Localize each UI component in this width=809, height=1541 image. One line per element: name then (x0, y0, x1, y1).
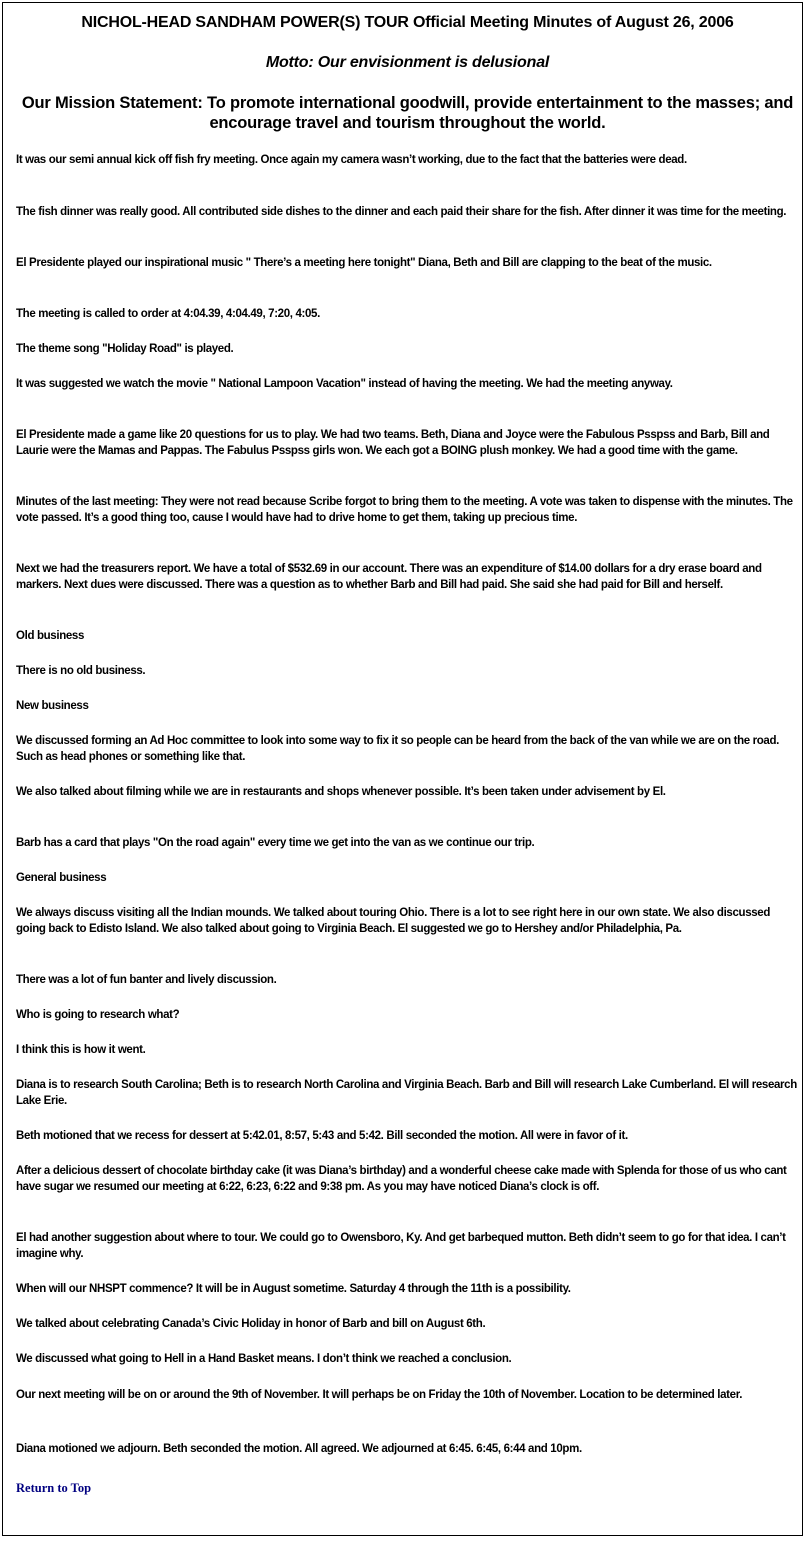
return-to-top-link[interactable]: Return to Top (16, 1481, 92, 1495)
paragraph: El Presidente made a game like 20 questions for us to play. We had two teams. Beth, Diana and Joyce were the Fabulous Psspss and Barb, Bill and Laurie were the Mamas and Pappas. The Fabulus Psspss girls won. We each got a BOING plush monkey. We had a good time with the game. (16, 429, 770, 457)
paragraph: We discussed what going to Hell in a Hand Basket means. I don’t think we reached a conclusion. (16, 1353, 512, 1365)
paragraph: Beth motioned that we recess for dessert at 5:42.01, 8:57, 5:43 and 5:42. Bill seconded the motion. All were in favor of it. (16, 1130, 628, 1142)
motto: Motto: Our envisionment is delusional (265, 54, 550, 71)
paragraph: We also talked about filming while we are in restaurants and shops whenever possible. It’s been taken under advisement by El. (16, 786, 666, 798)
paragraph: When will our NHSPT commence? It will be in August sometime. Saturday 4 through the 11th is a possibility. (16, 1283, 571, 1295)
paragraph: After a delicious dessert of chocolate birthday cake (it was Diana’s birthday) and a wonderful cheese cake made with Splenda for those of us who cant have sugar we resumed our meeting at 6:22, 6:23, 6:22 and 9:38 pm. As you may have noticed Diana’s clock is off. (16, 1165, 787, 1193)
section-heading-new-business: New business (16, 700, 89, 712)
paragraph: The meeting is called to order at 4:04.39, 4:04.49, 7:20, 4:05. (16, 308, 320, 320)
paragraph: The fish dinner was really good. All contributed side dishes to the dinner and each paid their share for the fish. After dinner it was time for the meeting. (16, 206, 787, 218)
paragraph: The theme song "Holiday Road" is played. (16, 343, 234, 355)
paragraph: There was a lot of fun banter and lively discussion. (16, 974, 277, 986)
minutes-frame (2, 2, 803, 1536)
paragraph: Minutes of the last meeting: They were not read because Scribe forgot to bring them to the meeting. A vote was taken to dispense with the minutes. The vote passed. It’s a good thing too, cause I would have had to drive home to get them, taking up precious time. (16, 496, 793, 524)
paragraph: We talked about celebrating Canada’s Civic Holiday in honor of Barb and bill on August 6th. (16, 1318, 486, 1330)
page-title: NICHOL-HEAD SANDHAM POWER(S) TOUR Official Meeting Minutes of August 26, 2006 (81, 14, 734, 31)
paragraph: Our next meeting will be on or around the 9th of November. It will perhaps be on Friday the 10th of November. Location to be determined later. (16, 1389, 743, 1401)
paragraph: We always discuss visiting all the Indian mounds. We talked about touring Ohio. There is a lot to see right here in our own state. We also discussed going back to Edisto Island. We also talked about going to Virginia Beach. El suggested we go to Hershey and/or Philadelphia, Pa. (16, 907, 771, 935)
paragraph: Diana is to research South Carolina; Beth is to research North Carolina and Virginia Beach. Barb and Bill will research Lake Cumberland. El will research Lake Erie. (16, 1079, 797, 1107)
mission-statement: Our Mission Statement: To promote international goodwill, provide entertainment to the masses; and encourage travel and tourism throughout the world. (21, 94, 794, 132)
paragraph: Diana motioned we adjourn. Beth seconded the motion. All agreed. We adjourned at 6:45. 6:45, 6:44 and 10pm. (16, 1443, 582, 1455)
paragraph: I think this is how it went. (16, 1044, 146, 1056)
section-heading-old-business: Old business (16, 630, 85, 642)
paragraph: It was our semi annual kick off fish fry meeting. Once again my camera wasn’t working, due to the fact that the batteries were dead. (16, 154, 687, 166)
paragraph: Next we had the treasurers report. We have a total of $532.69 in our account. There was an expenditure of $14.00 dollars for a dry erase board and markers. Next dues were discussed. There was a question as to whether Barb and Bill had paid. She said she had paid for Bill and herself. (16, 563, 762, 591)
paragraph: El Presidente played our inspirational music " There’s a meeting here tonight" Diana, Beth and Bill are clapping to the beat of the music. (16, 257, 712, 269)
paragraph: There is no old business. (16, 665, 146, 677)
paragraph: We discussed forming an Ad Hoc committee to look into some way to fix it so people can be heard from the back of the van while we are on the road. Such as head phones or something like that. (16, 735, 779, 763)
paragraph: It was suggested we watch the movie " National Lampoon Vacation" instead of having the meeting. We had the meeting anyway. (16, 378, 673, 390)
paragraph: El had another suggestion about where to tour. We could go to Owensboro, Ky. And get barbequed mutton. Beth didn’t seem to go for that idea. I can’t imagine why. (16, 1232, 786, 1260)
paragraph: Barb has a card that plays "On the road again" every time we get into the van as we continue our trip. (16, 837, 535, 849)
minutes-content (16, 3, 799, 1495)
section-heading-general-business: General business (16, 872, 107, 884)
paragraph: Who is going to research what? (16, 1009, 180, 1021)
